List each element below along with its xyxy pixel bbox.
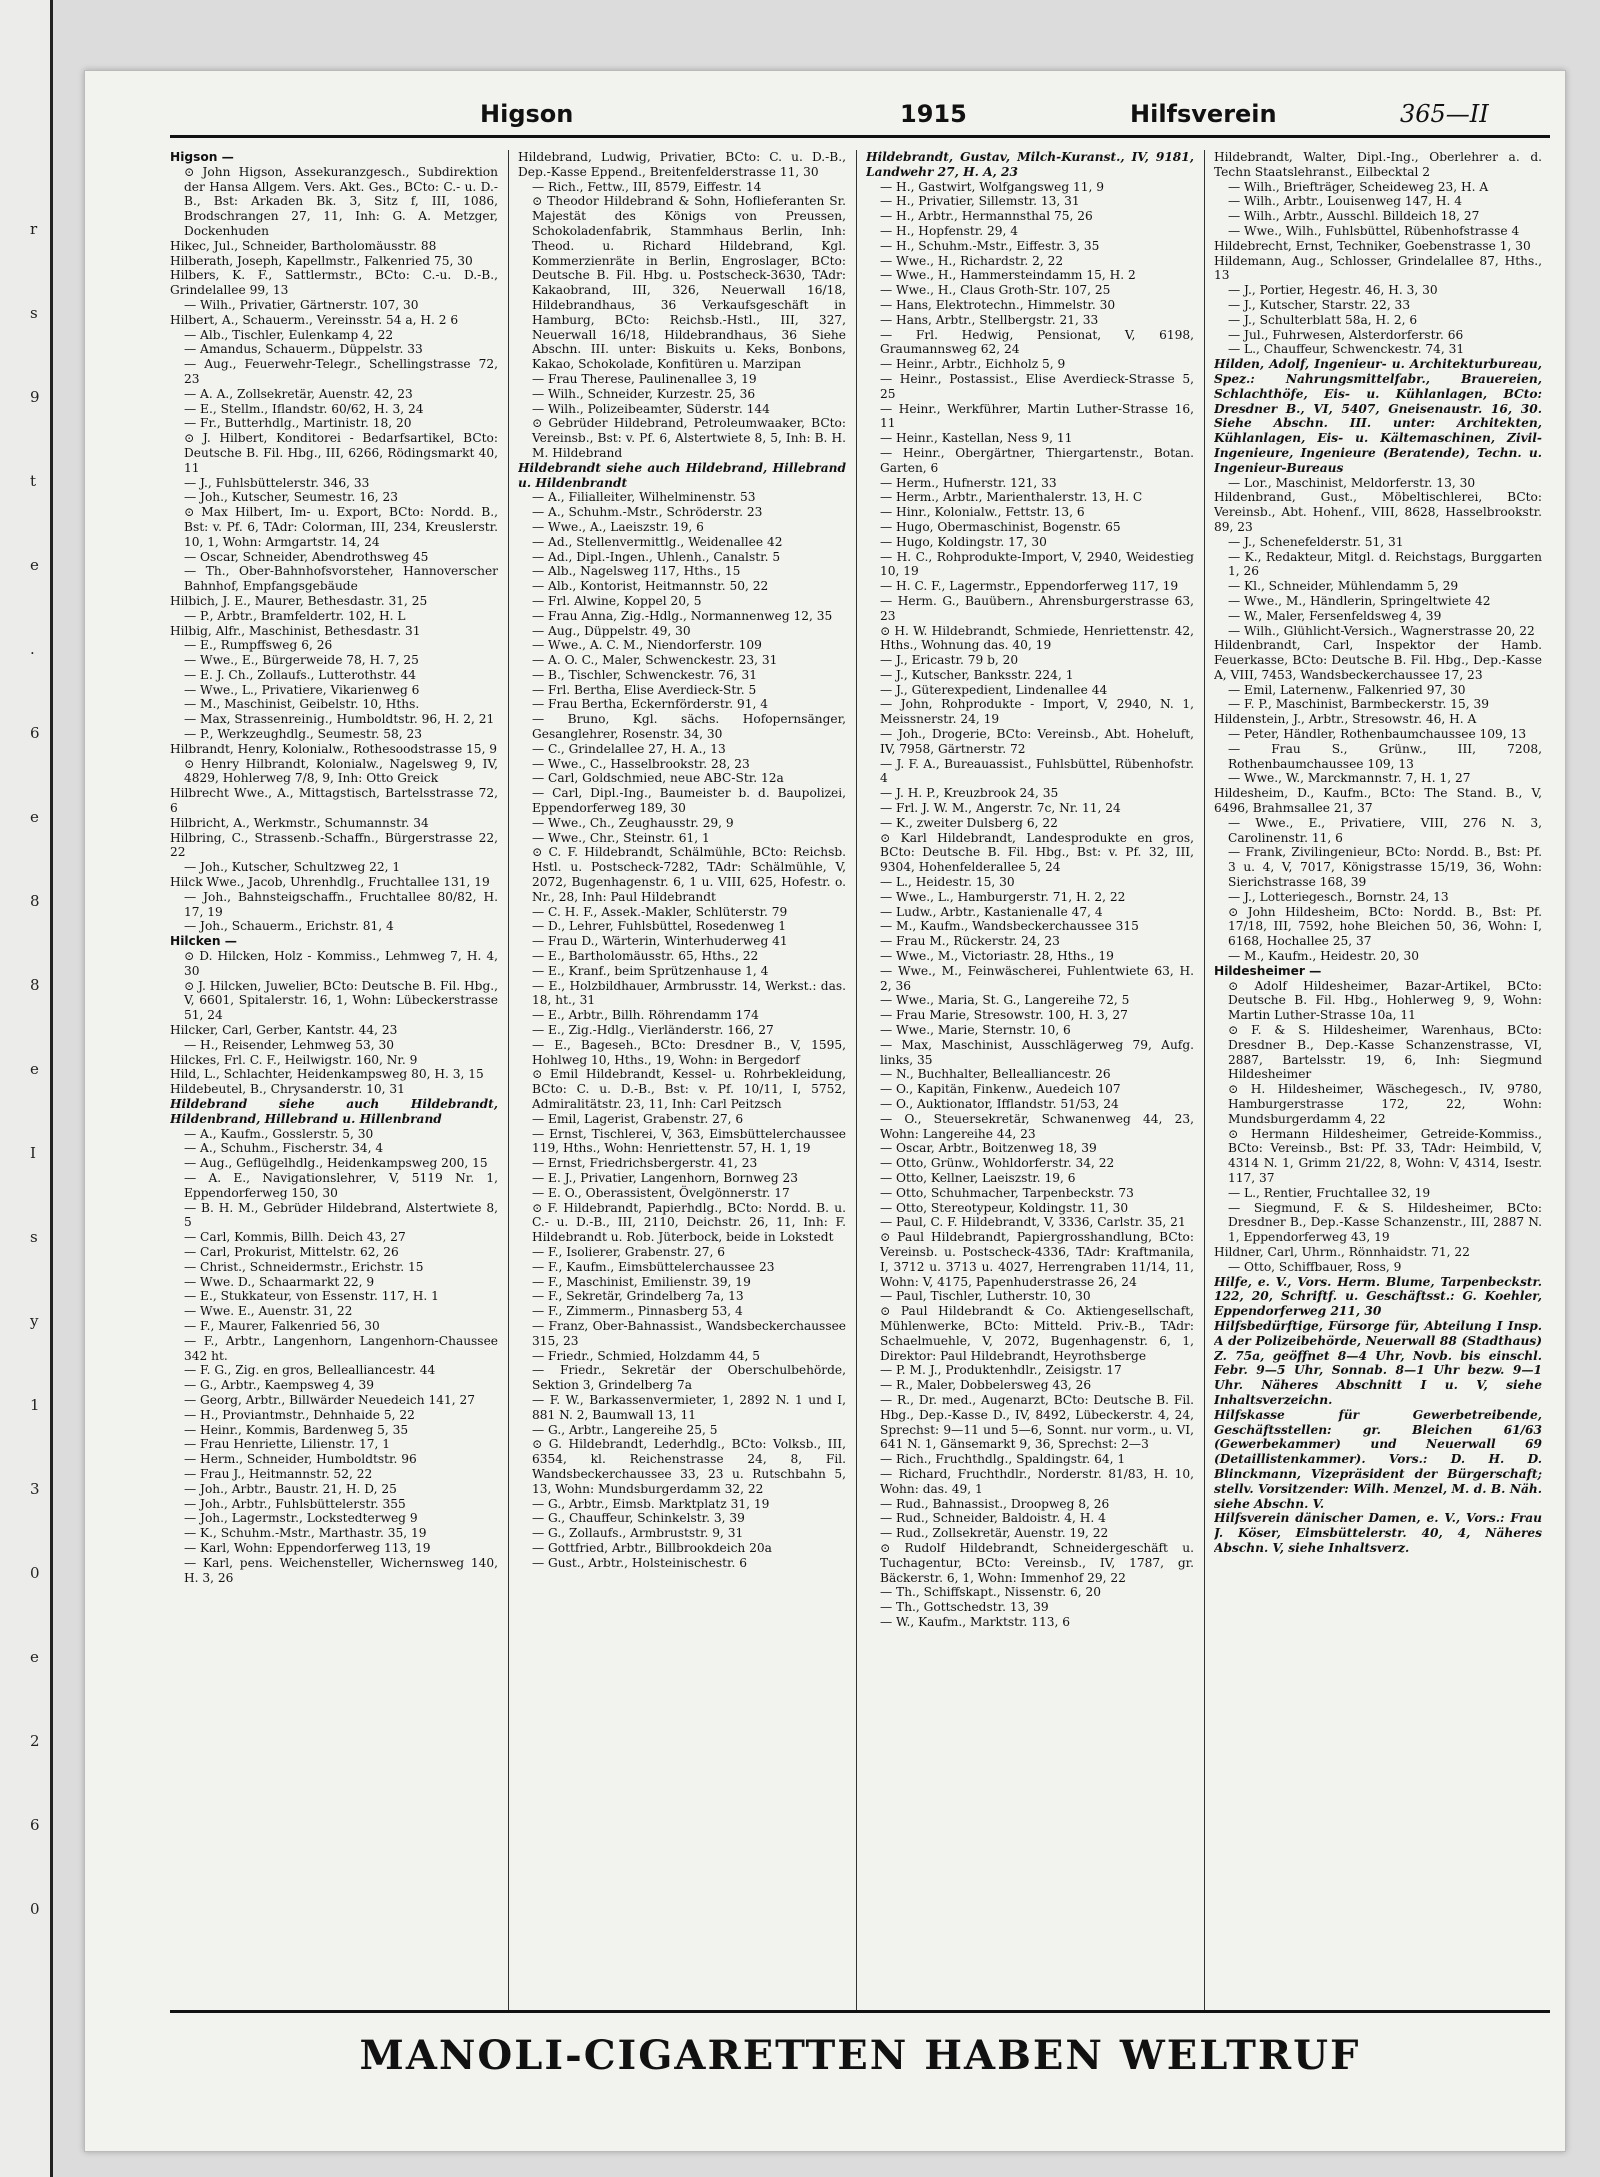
- directory-entry: — Alb., Nagelsweg 117, Hths., 15: [532, 564, 741, 579]
- directory-entry: Hildesheimer —: [1214, 963, 1322, 978]
- directory-entry: — E. J. Ch., Zollaufs., Lutterothstr. 44: [184, 667, 417, 682]
- margin-fragment: r: [30, 220, 38, 238]
- directory-entry: — Carl, Goldschmied, neue ABC-Str. 12a: [532, 771, 784, 786]
- column-1: [170, 150, 498, 2010]
- directory-entry: — Herm., Hufnerstr. 121, 33: [880, 475, 1057, 490]
- directory-entry: — H., Arbtr., Hermannsthal 75, 26: [880, 209, 1093, 224]
- directory-entry: ⊙ Henry Hilbrandt, Kolonialw., Nagelsweg 9, IV, 4829, Hohlerweg 7/8, 9, Inh: Otto Greick: [184, 756, 498, 786]
- directory-entry: — Alb., Tischler, Eulenkamp 4, 22: [184, 327, 394, 342]
- directory-entry: ⊙ Hermann Hildesheimer, Getreide-Kommiss., BCto: Vereinsb., Bst: Pf. 33, TAdr: Heimbild, V, 4314 N. 1, Grimm 21/22, 8, Wohn: V, 4314, Isestr. 117, 37: [1228, 1126, 1542, 1185]
- page-number: 365—II: [1400, 100, 1489, 128]
- directory-entry: — Fr., Butterhdlg., Martinistr. 18, 20: [184, 416, 412, 431]
- directory-entry: Hildebrand, Ludwig, Privatier, BCto: C. u. D.-B., Dep.-Kasse Eppend., Breitenfelderstrasse 11, 30: [518, 150, 846, 179]
- margin-fragment: I: [30, 1144, 36, 1162]
- directory-entry: Hilfe, e. V., Vors. Herm. Blume, Tarpenbeckstr. 122, 20, Schriftf. u. Geschäftsst.: G. Koehler, Eppendorferweg 211, 30: [1214, 1274, 1542, 1319]
- directory-entry: Hilbich, J. E., Maurer, Bethesdastr. 31, 25: [170, 593, 428, 608]
- directory-entry: Hildenbrandt, Carl, Inspektor der Hamb. Feuerkasse, BCto: Deutsche B. Fil. Hbg., Dep.-Kasse A, VIII, 7453, Wandsbeckerchaussee 17, 23: [1214, 638, 1542, 682]
- directory-entry: — Wwe., A. C. M., Niendorferstr. 109: [532, 638, 762, 653]
- directory-entry: — L., Rentier, Fruchtallee 32, 19: [1228, 1185, 1431, 1200]
- directory-entry: — Frau J., Heitmannstr. 52, 22: [184, 1466, 373, 1481]
- directory-entry: — Wwe., Wilh., Fuhlsbüttel, Rübenhofstrasse 4: [1228, 223, 1520, 238]
- directory-entry: — K., zweiter Dulsberg 6, 22: [880, 815, 1058, 830]
- directory-entry: — K., Schuhm.-Mstr., Marthastr. 35, 19: [184, 1526, 427, 1541]
- column-4: [1214, 150, 1542, 2010]
- column-divider: [508, 150, 509, 2010]
- directory-entry: — Wilh., Arbtr., Louisenweg 147, H. 4: [1228, 194, 1463, 209]
- directory-entry: — Wwe., H., Hammersteindamm 15, H. 2: [880, 268, 1136, 283]
- directory-entry: — Siegmund, F. & S. Hildesheimer, BCto: Dresdner B., Dep.-Kasse Schanzenstr., III, 2887 N. 1, Eppendorferweg 43, 19: [1228, 1200, 1542, 1245]
- directory-entry: — Joh., Lagermstr., Lockstedterweg 9: [184, 1511, 418, 1526]
- directory-entry: — Alb., Kontorist, Heitmannstr. 50, 22: [532, 579, 769, 594]
- directory-entry: — Wwe., L., Hamburgerstr. 71, H. 2, 22: [880, 889, 1126, 904]
- directory-entry: ⊙ Paul Hildebrandt, Papiergrosshandlung, BCto: Vereinsb. u. Postscheck-4336, TAdr: Kraftmanila, I, 3712 u. 3713 u. 4027, Herrengraben 11/14, 11, Wohn: V, 4175, Papenhuderstrasse 26, 24: [880, 1230, 1194, 1289]
- directory-entry: — Wwe., C., Hasselbrookstr. 28, 23: [532, 756, 750, 771]
- margin-fragment: .: [30, 640, 35, 658]
- directory-entry: — Wilh., Privatier, Gärtnerstr. 107, 30: [184, 297, 419, 312]
- previous-page-edge: [0, 0, 53, 2177]
- directory-entry: ⊙ Theodor Hildebrand & Sohn, Hoflieferanten Sr. Majestät des Königs von Preussen, Schokoladenfabrik, Stammhaus Berlin, Inh: Theod. u. Richard Hildebrand, Kgl. Kommerzienräte in Berlin, Engroslager, BCto: Deutsche B. Fil. Hbg. u. Postscheck-3630, TAdr: Kakaobrand, III, 326, Neuerwall 16/18, Hildebrandhaus, 36 Verkaufsgeschäft in Hamburg, BCto: Reichsb.-Hstl., III, 327, Neuerwall 16/18, Hildebrandhaus, 36 Siehe Abschn. III. unter: Biskuits u. Keks, Bonbons, Kakao, Schokolade, Konfitüren u. Marzipan: [532, 194, 846, 372]
- directory-entry: — Wwe., M., Feinwäscherei, Fuhlentwiete 63, H. 2, 36: [880, 963, 1194, 993]
- directory-entry: — Otto, Kellner, Laeiszstr. 19, 6: [880, 1170, 1076, 1185]
- directory-entry: Hilbrecht Wwe., A., Mittagstisch, Bartelsstrasse 72, 6: [170, 786, 498, 816]
- directory-entry: ⊙ J. Hilcken, Juwelier, BCto: Deutsche B. Fil. Hbg., V, 6601, Spitalerstr. 16, 1, Wohn: Lübeckerstrasse 51, 24: [184, 978, 498, 1023]
- directory-entry: — F., Maschinist, Emilienstr. 39, 19: [532, 1274, 751, 1289]
- directory-entry: ⊙ D. Hilcken, Holz - Kommiss., Lehmweg 7, H. 4, 30: [184, 949, 498, 978]
- directory-entry: — Frau Therese, Paulinenallee 3, 19: [532, 371, 757, 386]
- directory-entry: — Wilh., Polizeibeamter, Süderstr. 144: [532, 401, 770, 416]
- directory-entry: Hilbring, C., Strassenb.-Schaffn., Bürgerstrasse 22, 22: [170, 830, 498, 860]
- directory-entry: ⊙ Gebrüder Hildebrand, Petroleumwaaker, BCto: Vereinsb., Bst: v. Pf. 6, Alstertwiete 8, 5, Inh: B. H. M. Hildebrand: [532, 416, 846, 460]
- directory-entry: ⊙ Emil Hildebrandt, Kessel- u. Rohrbekleidung, BCto: C. u. D.-B., Bst: v. Pf. 10/11, I, 5752, Admiralitätstr. 23, 11, Inh: Carl Peitzsch: [532, 1067, 846, 1111]
- directory-entry: — E., Zig.-Hdlg., Vierländerstr. 166, 27: [532, 1023, 774, 1038]
- margin-fragment: 6: [30, 1816, 40, 1834]
- directory-entry: — Emil, Lagerist, Grabenstr. 27, 6: [532, 1111, 744, 1126]
- directory-entry: Hilbig, Alfr., Maschinist, Bethesdastr. 31: [170, 623, 421, 638]
- margin-fragment: 8: [30, 892, 40, 910]
- directory-entry: — Carl, Kommis, Billh. Deich 43, 27: [184, 1230, 406, 1245]
- directory-entry: — F., Isolierer, Grabenstr. 27, 6: [532, 1244, 726, 1259]
- directory-entry: — F. P., Maschinist, Barmbeckerstr. 15, 39: [1228, 697, 1489, 712]
- directory-entry: — W., Kaufm., Marktstr. 113, 6: [880, 1614, 1070, 1629]
- directory-entry: — Aug., Feuerwehr-Telegr., Schellingstrasse 72, 23: [184, 357, 498, 386]
- directory-entry: — E., Stukkateur, von Essenstr. 117, H. 1: [184, 1289, 439, 1304]
- directory-entry: — Wwe., M., Händlerin, Springeltwiete 42: [1228, 593, 1491, 608]
- directory-entry: ⊙ Max Hilbert, Im- u. Export, BCto: Nordd. B., Bst: v. Pf. 6, TAdr: Colorman, III, 234, Kreuslerstr. 10, 1, Wohn: Armgartstr. 14, 24: [184, 505, 498, 549]
- directory-entry: — Bruno, Kgl. sächs. Hofopernsänger, Gesanglehrer, Rosenstr. 34, 30: [532, 712, 846, 742]
- directory-entry: — J. F. A., Bureauassist., Fuhlsbüttel, Rübenhofstr. 4: [880, 756, 1194, 786]
- directory-entry: — Otto, Grünw., Wohldorferstr. 34, 22: [880, 1156, 1115, 1171]
- margin-fragment: 0: [30, 1900, 40, 1918]
- directory-entry: ⊙ C. F. Hildebrandt, Schälmühle, BCto: Reichsb. Hstl. u. Postscheck-7282, TAdr: Schälmühle, V, 2072, Bugenhagenstr. 6, 1 u. VIII, 625, Hofestr. o. Nr., 28, Inh: Paul Hildebrandt: [532, 845, 846, 904]
- directory-entry: — Th., Ober-Bahnhofsvorsteher, Hannoverscher Bahnhof, Empfangsgebäude: [184, 564, 498, 594]
- margin-fragment: e: [30, 1648, 39, 1666]
- directory-entry: Hildebeutel, B., Chrysanderstr. 10, 31: [170, 1082, 405, 1097]
- directory-entry: Hilfsverein dänischer Damen, e. V., Vors.: Frau J. Köser, Eimsbüttelerstr. 40, 4, Näheres Abschn. V, siehe Inhaltsverz.: [1214, 1511, 1542, 1555]
- directory-entry: — Hinr., Kolonialw., Fettstr. 13, 6: [880, 505, 1085, 520]
- directory-entry: — P., Arbtr., Bramfeldertr. 102, H. L: [184, 608, 406, 623]
- directory-entry: — Frau Henriette, Lilienstr. 17, 1: [184, 1437, 390, 1452]
- directory-entry: — Lor., Maschinist, Meldorferstr. 13, 30: [1228, 475, 1476, 490]
- directory-entry: — Wwe., L., Privatiere, Vikarienweg 6: [184, 682, 420, 697]
- directory-entry: — Gottfried, Arbtr., Billbrookdeich 20a: [532, 1540, 772, 1555]
- directory-entry: — Rud., Bahnassist., Droopweg 8, 26: [880, 1496, 1110, 1511]
- directory-entry: — Rich., Fettw., III, 8579, Eiffestr. 14: [532, 179, 762, 194]
- directory-entry: Higson —: [170, 150, 234, 164]
- header-year: 1915: [900, 100, 967, 128]
- directory-entry: — Frau M., Rückerstr. 24, 23: [880, 934, 1060, 949]
- directory-entry: — J., Ericastr. 79 b, 20: [880, 653, 1019, 668]
- margin-fragment: 0: [30, 1564, 40, 1582]
- directory-entry: — E., Holzbildhauer, Armbrusstr. 14, Werkst.: das. 18, ht., 31: [532, 978, 846, 1008]
- directory-entry: — A., Schuhm., Fischerstr. 34, 4: [184, 1141, 384, 1156]
- directory-entry: — A., Kaufm., Gosslerstr. 5, 30: [184, 1126, 374, 1141]
- directory-entry: ⊙ H. W. Hildebrandt, Schmiede, Henriettenstr. 42, Hths., Wohnung das. 40, 19: [880, 623, 1194, 653]
- directory-entry: — E., Stellm., Iflandstr. 60/62, H. 3, 24: [184, 401, 424, 416]
- directory-entry: — Wwe. D., Schaarmarkt 22, 9: [184, 1274, 375, 1289]
- directory-entry: — Carl, Dipl.-Ing., Baumeister b. d. Baupolizei, Eppendorferweg 189, 30: [532, 786, 846, 816]
- directory-entry: — Otto, Schuhmacher, Tarpenbeckstr. 73: [880, 1185, 1134, 1200]
- margin-fragment: s: [30, 304, 38, 322]
- directory-entry: — Frau Bertha, Eckernförderstr. 91, 4: [532, 697, 768, 712]
- directory-entry: — F., Maurer, Falkenried 56, 30: [184, 1318, 380, 1333]
- directory-entry: — Wwe., E., Privatiere, VIII, 276 N. 3, Carolinenstr. 11, 6: [1228, 815, 1542, 845]
- directory-entry: — Joh., Schauerm., Erichstr. 81, 4: [184, 919, 394, 934]
- directory-entry: — Max, Strassenreinig., Humboldtstr. 96, H. 2, 21: [184, 712, 495, 727]
- directory-entry: — Franz, Ober-Bahnassist., Wandsbeckerchaussee 315, 23: [532, 1318, 846, 1348]
- margin-fragment: y: [30, 1312, 39, 1330]
- directory-entry: — F. G., Zig. en gros, Bellealliancestr. 44: [184, 1363, 436, 1378]
- directory-entry: — W., Maler, Fersenfeldsweg 4, 39: [1228, 608, 1442, 623]
- directory-entry: — Heinr., Postassist., Elise Averdieck-Strasse 5, 25: [880, 371, 1194, 401]
- directory-entry: — G., Arbtr., Eimsb. Marktplatz 31, 19: [532, 1496, 770, 1511]
- directory-entry: — Frl. Alwine, Koppel 20, 5: [532, 593, 702, 608]
- directory-entry: — Hugo, Koldingstr. 17, 30: [880, 534, 1047, 549]
- directory-entry: — H., Gastwirt, Wolfgangsweg 11, 9: [880, 179, 1105, 194]
- directory-entry: — J. H. P., Kreuzbrook 24, 35: [880, 786, 1059, 801]
- directory-entry: ⊙ Paul Hildebrandt & Co. Aktiengesellschaft, Mühlenwerke, BCto: Mitteld. Priv.-B., TAdr: Schaelmuehle, V, 2072, Bugenhagenstr. 6, 1, Direktor: Paul Hildebrandt, Heyrothsberge: [880, 1304, 1194, 1363]
- directory-entry: — Otto, Schiffbauer, Ross, 9: [1228, 1259, 1402, 1274]
- directory-entry: — C. H. F., Assek.-Makler, Schlüterstr. 79: [532, 904, 788, 919]
- directory-entry: — Hans, Elektrotechn., Himmelstr. 30: [880, 297, 1116, 312]
- directory-entry: Hildebrecht, Ernst, Techniker, Goebenstrasse 1, 30: [1214, 238, 1531, 253]
- directory-entry: Hilck Wwe., Jacob, Uhrenhdlg., Fruchtallee 131, 19: [170, 875, 490, 890]
- directory-entry: — O., Auktionator, Ifflandstr. 51/53, 24: [880, 1097, 1119, 1111]
- directory-entry: — J., Schulterblatt 58a, H. 2, 6: [1228, 312, 1418, 327]
- margin-fragment: 9: [30, 388, 40, 406]
- margin-fragment: 8: [30, 976, 40, 994]
- directory-entry: — A. A., Zollsekretär, Auenstr. 42, 23: [184, 386, 413, 401]
- directory-entry: — Frau S., Grünw., III, 7208, Rothenbaumchaussee 109, 13: [1228, 741, 1542, 771]
- directory-entry: — Wwe., Maria, St. G., Langereihe 72, 5: [880, 993, 1130, 1008]
- directory-entry: — Christ., Schneidermstr., Erichstr. 15: [184, 1259, 424, 1274]
- directory-entry: — Wwe., A., Laeiszstr. 19, 6: [532, 519, 704, 534]
- directory-entry: ⊙ H. Hildesheimer, Wäschegesch., IV, 9780, Hamburgerstrasse 172, 22, Wohn: Mundsburgerdamm 4, 22: [1228, 1082, 1542, 1126]
- directory-entry: Hilden, Adolf, Ingenieur- u. Architekturbureau, Spez.: Nahrungsmittelfabr., Brauereien, Schlachthöfe, Eis- u. Kühlanlagen, BCto: Dresdner B., VI, 5407, Gneisenaustr. 16, 30. Siehe Abschn. III. unter: Architekten, Kühlanlagen, Eis- u. Kältemaschinen, Zivil-Ingenieure, Ingenieure (Beratende), Techn. u. Ingenieur-Bureaus: [1214, 357, 1542, 475]
- directory-entry: — Jul., Fuhrwesen, Alsterdorferstr. 66: [1228, 327, 1464, 342]
- directory-entry: — H. C. F., Lagermstr., Eppendorferweg 117, 19: [880, 579, 1179, 594]
- directory-entry: ⊙ Adolf Hildesheimer, Bazar-Artikel, BCto: Deutsche B. Fil. Hbg., Hohlerweg 9, 9, Wohn: Martin Luther-Strasse 10a, 11: [1228, 978, 1542, 1023]
- directory-entry: — Ludw., Arbtr., Kastanienalle 47, 4: [880, 904, 1103, 919]
- directory-entry: — H., Proviantmstr., Dehnhaide 5, 22: [184, 1407, 415, 1422]
- directory-entry: — Georg, Arbtr., Billwärder Neuedeich 141, 27: [184, 1392, 475, 1407]
- directory-entry: — J., Schenefelderstr. 51, 31: [1228, 534, 1404, 549]
- directory-entry: — H., Schuhm.-Mstr., Eiffestr. 3, 35: [880, 238, 1100, 253]
- directory-entry: — Karl, pens. Weichensteller, Wichernsweg 140, H. 3, 26: [184, 1555, 498, 1585]
- directory-entry: — Heinr., Arbtr., Eichholz 5, 9: [880, 357, 1066, 372]
- directory-entry: Hilbers, K. F., Sattlermstr., BCto: C.-u. D.-B., Grindelallee 99, 13: [170, 268, 498, 298]
- header-left-keyword: Higson: [480, 100, 574, 128]
- directory-entry: Hildner, Carl, Uhrm., Rönnhaidstr. 71, 22: [1214, 1244, 1470, 1259]
- directory-entry: — Wilh., Schneider, Kurzestr. 25, 36: [532, 386, 756, 401]
- margin-fragment: 3: [30, 1480, 40, 1498]
- directory-entry: Hild, L., Schlachter, Heidenkampsweg 80, H. 3, 15: [170, 1067, 484, 1082]
- directory-entry: — N., Buchhalter, Bellealliancestr. 26: [880, 1067, 1111, 1082]
- directory-entry: — Wwe., H., Richardstr. 2, 22: [880, 253, 1064, 268]
- directory-entry: Hildebrandt siehe auch Hildebrand, Hillebrand u. Hildenbrandt: [518, 460, 846, 490]
- directory-entry: — Max, Maschinist, Ausschlägerweg 79, Aufg. links, 35: [880, 1037, 1194, 1067]
- directory-entry: — Peter, Händler, Rothenbaumchaussee 109, 13: [1228, 727, 1527, 742]
- directory-entry: — Heinr., Kastellan, Ness 9, 11: [880, 431, 1073, 446]
- directory-entry: — G., Arbtr., Kaempsweg 4, 39: [184, 1378, 374, 1393]
- directory-entry: ⊙ John Hildesheim, BCto: Nordd. B., Bst: Pf. 17/18, III, 7592, hohe Bleichen 50, 36, Wohn: I, 6168, Hochallee 25, 37: [1228, 904, 1542, 949]
- margin-fragment: e: [30, 1060, 39, 1078]
- directory-entry: — H. C., Rohprodukte-Import, V, 2940, Weidestieg 10, 19: [880, 549, 1194, 579]
- directory-entry: — Kl., Schneider, Mühlendamm 5, 29: [1228, 579, 1459, 594]
- advertisement-banner: MANOLI-CIGARETTEN HABEN WELTRUF: [359, 2032, 1361, 2079]
- directory-entry: ⊙ G. Hildebrandt, Lederhdlg., BCto: Volksb., III, 6354, kl. Reichenstrasse 24, 8, Fil. Wandsbeckerchaussee 33, 23 u. Rutschbahn 5, 13, Wohn: Mundsburgerdamm 32, 22: [532, 1437, 846, 1496]
- directory-entry: — A., Filialleiter, Wilhelminenstr. 53: [532, 490, 756, 505]
- directory-entry: Hilfsbedürftige, Fürsorge für, Abteilung I Insp. A der Polizeibehörde, Neuerwall 88 (Stadthaus) Z. 75a, geöffnet 8—4 Uhr, Novb. bis einschl. Febr. 9—5 Uhr, Sonnab. 8—1 Uhr bezw. 9—1 Uhr. Näheres Abschnitt I u. V, siehe Inhaltsverzeichn.: [1214, 1318, 1542, 1407]
- directory-entry: — Rud., Schneider, Baldoistr. 4, H. 4: [880, 1511, 1106, 1526]
- directory-entry: Hildenbrand, Gust., Möbeltischlerei, BCto: Vereinsb., Abt. Hohenf., VIII, 8628, Hasselbrookstr. 89, 23: [1214, 490, 1542, 534]
- directory-entry: — F. W., Barkassenvermieter, 1, 2892 N. 1 und I, 881 N. 2, Baumwall 13, 11: [532, 1392, 846, 1422]
- directory-entry: Hilberath, Joseph, Kapellmstr., Falkenried 75, 30: [170, 253, 473, 268]
- directory-entry: — Rich., Fruchthdlg., Spaldingstr. 64, 1: [880, 1452, 1126, 1467]
- directory-entry: — M., Maschinist, Geibelstr. 10, Hths.: [184, 697, 420, 712]
- directory-entry: — Wwe., M., Victoriastr. 28, Hths., 19: [880, 949, 1114, 964]
- directory-entry: — Otto, Stereotypeur, Koldingstr. 11, 30: [880, 1200, 1129, 1215]
- directory-entry: — Richard, Fruchthdlr., Norderstr. 81/83, H. 10, Wohn: das. 49, 1: [880, 1466, 1194, 1496]
- directory-entry: — F., Kaufm., Eimsbüttelerchaussee 23: [532, 1259, 775, 1274]
- directory-entry: — Joh., Arbtr., Baustr. 21, H. D, 25: [184, 1481, 397, 1496]
- directory-entry: — Joh., Bahnsteigschaffn., Fruchtallee 80/82, H. 17, 19: [184, 889, 498, 919]
- directory-entry: Hilfskasse für Gewerbetreibende, Geschäftsstellen: gr. Bleichen 61/63 (Gewerbekammer) und Neuerwall 69 (Detaillistenkammer). Vors.: D. H. D. Blinckmann, Vizepräsident der Bürgerschaft; stellv. Vorsitzender: Wilh. Menzel, M. d. B. Näh. siehe Abschn. V.: [1214, 1407, 1542, 1511]
- directory-entry: — Paul, Tischler, Lutherstr. 10, 30: [880, 1289, 1091, 1304]
- directory-entry: — Herm., Schneider, Humboldtstr. 96: [184, 1452, 417, 1467]
- directory-entry: Hilckes, Frl. C. F., Heilwigstr. 160, Nr. 9: [170, 1052, 418, 1067]
- directory-entry: — Paul, C. F. Hildebrandt, V, 3336, Carlstr. 35, 21: [880, 1215, 1186, 1230]
- directory-entry: — Wilh., Arbtr., Ausschl. Billdeich 18, 27: [1228, 209, 1480, 224]
- directory-entry: — A. E., Navigationslehrer, V, 5119 Nr. 1, Eppendorferweg 150, 30: [184, 1170, 498, 1200]
- margin-fragment: s: [30, 1228, 38, 1246]
- directory-entry: — Friedr., Schmied, Holzdamm 44, 5: [532, 1348, 760, 1363]
- directory-entry: — Wwe., W., Marckmannstr. 7, H. 1, 27: [1228, 771, 1471, 786]
- directory-entry: — E., Bageseh., BCto: Dresdner B., V, 1595, Hohlweg 10, Hths., 19, Wohn: in Bergedorf: [532, 1037, 846, 1067]
- directory-entry: — Frau D., Wärterin, Winterhuderweg 41: [532, 934, 788, 949]
- directory-entry: — Joh., Arbtr., Fuhlsbüttelerstr. 355: [184, 1496, 406, 1511]
- directory-entry: — E., Kranf., beim Sprützenhause 1, 4: [532, 963, 769, 978]
- header-rule: [170, 135, 1550, 138]
- directory-entry: — Rud., Zollsekretär, Auenstr. 19, 22: [880, 1526, 1109, 1541]
- directory-entry: — E., Bartholomäusstr. 65, Hths., 22: [532, 949, 759, 964]
- directory-entry: Hilbert, A., Schauerm., Vereinsstr. 54 a, H. 2 6: [170, 312, 459, 327]
- margin-fragment: 6: [30, 724, 40, 742]
- directory-entry: Hildebrandt, Gustav, Milch-Kuranst., IV, 9181, Landwehr 27, H. A, 23: [866, 150, 1194, 179]
- directory-entry: — A. O. C., Maler, Schwenckestr. 23, 31: [532, 653, 778, 668]
- directory-entry: — J., Kutscher, Banksstr. 224, 1: [880, 667, 1074, 682]
- directory-entry: ⊙ J. Hilbert, Konditorei - Bedarfsartikel, BCto: Deutsche B. Fil. Hbg., III, 6266, Rödingsmarkt 40, 11: [184, 431, 498, 475]
- directory-entry: — H., Reisender, Lehmweg 53, 30: [184, 1037, 394, 1052]
- directory-entry: — Wwe., Chr., Steinstr. 61, 1: [532, 830, 710, 845]
- directory-entry: — R., Dr. med., Augenarzt, BCto: Deutsche B. Fil. Hbg., Dep.-Kasse D., IV, 8492, Lübeckerstr. 4, 24, Sprechst: 9—11 und 5—6, Sonnt. nur vorm., u. VI, 641 N. 1, Gänsemarkt 9, 36, Sprechst: 2—3: [880, 1392, 1194, 1452]
- margin-fragment: e: [30, 556, 39, 574]
- directory-entry: — J., Fuhlsbüttelerstr. 346, 33: [184, 475, 370, 490]
- directory-entry: — Wwe., Marie, Sternstr. 10, 6: [880, 1023, 1071, 1038]
- directory-entry: — Hugo, Obermaschinist, Bogenstr. 65: [880, 519, 1121, 534]
- directory-entry: — John, Rohprodukte - Import, V, 2940, N. 1, Meissnerstr. 24, 19: [880, 697, 1194, 727]
- directory-entry: — E. O., Oberassistent, Övelgönnerstr. 17: [532, 1185, 790, 1200]
- directory-entry: — B., Tischler, Schwenckestr. 76, 31: [532, 667, 758, 682]
- directory-entry: — Hans, Arbtr., Stellbergstr. 21, 33: [880, 312, 1099, 327]
- directory-entry: — Th., Schiffskapt., Nissenstr. 6, 20: [880, 1585, 1101, 1600]
- directory-entry: — B. H. M., Gebrüder Hildebrand, Alstertwiete 8, 5: [184, 1200, 498, 1230]
- margin-fragment: t: [30, 472, 37, 490]
- directory-entry: Hildesheim, D., Kaufm., BCto: The Stand. B., V, 6496, Brahmsallee 21, 37: [1214, 786, 1542, 816]
- directory-entry: — P., Werkzeughdlg., Seumestr. 58, 23: [184, 727, 422, 742]
- margin-fragment: 1: [30, 1396, 40, 1414]
- directory-entry: — R., Maler, Dobbelersweg 43, 26: [880, 1378, 1092, 1393]
- directory-entry: — Herm., Arbtr., Marienthalerstr. 13, H. C: [880, 490, 1143, 505]
- directory-entry: Hildebrandt, Walter, Dipl.-Ing., Oberlehrer a. d. Techn Staatslehranst., Eilbecktal 2: [1214, 150, 1542, 179]
- directory-entry: — Aug., Düppelstr. 49, 30: [532, 623, 691, 638]
- directory-entry: Hilbricht, A., Werkmstr., Schumannstr. 34: [170, 815, 429, 830]
- directory-entry: — J., Kutscher, Starstr. 22, 33: [1228, 297, 1411, 312]
- directory-entry: — Heinr., Werkführer, Martin Luther-Strasse 16, 11: [880, 401, 1194, 431]
- directory-entry: — Wwe., Ch., Zeughausstr. 29, 9: [532, 815, 734, 830]
- directory-entry: — Frl. Bertha, Elise Averdieck-Str. 5: [532, 682, 757, 697]
- directory-entry: — J., Lotteriegesch., Bornstr. 24, 13: [1228, 889, 1449, 904]
- directory-entry: — Amandus, Schauerm., Düppelstr. 33: [184, 342, 423, 357]
- directory-entry: — Frl. J. W. M., Angerstr. 7c, Nr. 11, 24: [880, 801, 1121, 816]
- directory-entry: — E., Arbtr., Billh. Röhrendamm 174: [532, 1008, 759, 1023]
- directory-entry: — Wilh., Glühlicht-Versich., Wagnerstrasse 20, 22: [1228, 623, 1535, 638]
- directory-entry: — Karl, Wohn: Eppendorferweg 113, 19: [184, 1540, 431, 1555]
- directory-entry: — M., Kaufm., Wandsbeckerchaussee 315: [880, 919, 1139, 934]
- directory-entry: — M., Kaufm., Heidestr. 20, 30: [1228, 949, 1419, 964]
- directory-entry: — F., Arbtr., Langenhorn, Langenhorn-Chaussee 342 ht.: [184, 1333, 498, 1363]
- directory-entry: — Ernst, Tischlerei, V, 363, Eimsbüttelerchaussee 119, Hths., Wohn: Henriettenstr. 57, H. 1, 19: [532, 1126, 846, 1156]
- directory-entry: — Frl. Hedwig, Pensionat, V, 6198, Graumannsweg 62, 24: [880, 327, 1194, 357]
- directory-entry: — Wwe., E., Bürgerweide 78, H. 7, 25: [184, 653, 419, 668]
- footer-rule: [170, 2010, 1550, 2013]
- directory-entry: — Ad., Dipl.-Ingen., Uhlenh., Canalstr. 5: [532, 549, 781, 564]
- directory-entry: — E., Rumpffsweg 6, 26: [184, 638, 333, 653]
- directory-entry: — Ernst, Friedrichsbergerstr. 41, 23: [532, 1156, 758, 1171]
- directory-entry: — L., Chauffeur, Schwenckestr. 74, 31: [1228, 342, 1465, 357]
- directory-entry: — Wilh., Briefträger, Scheideweg 23, H. A: [1228, 179, 1489, 194]
- page-header: [100, 100, 1540, 140]
- directory-entry: — D., Lehrer, Fuhlsbüttel, Rosedenweg 1: [532, 919, 786, 934]
- directory-entry: — Emil, Laternenw., Falkenried 97, 30: [1228, 682, 1466, 697]
- directory-entry: — G., Zollaufs., Armbruststr. 9, 31: [532, 1526, 744, 1541]
- directory-entry: Hildebrand siehe auch Hildebrandt, Hildenbrand, Hillebrand u. Hillenbrand: [170, 1097, 498, 1126]
- column-3: [866, 150, 1194, 2010]
- directory-entry: — Aug., Geflügelhdlg., Heidenkampsweg 200, 15: [184, 1156, 488, 1171]
- directory-entry: Hilcken —: [170, 934, 237, 949]
- directory-entry: — E. J., Privatier, Langenhorn, Bornweg 23: [532, 1170, 799, 1185]
- margin-fragment: e: [30, 808, 39, 826]
- directory-entry: — L., Heidestr. 15, 30: [880, 875, 1015, 890]
- directory-entry: — Carl, Prokurist, Mittelstr. 62, 26: [184, 1244, 399, 1259]
- directory-entry: — Frank, Zivilingenieur, BCto: Nordd. B., Bst: Pf. 3 u. 4, V, 7017, Königstrasse 15/19, 36, Wohn: Sierichstrasse 168, 39: [1228, 845, 1542, 890]
- directory-entry: Hikec, Jul., Schneider, Bartholomäusstr. 88: [170, 238, 437, 253]
- directory-entry: — Th., Gottschedstr. 13, 39: [880, 1600, 1049, 1615]
- directory-entry: — Wwe. E., Auenstr. 31, 22: [184, 1304, 353, 1319]
- directory-entry: — O., Steuersekretär, Schwanenweg 44, 23, Wohn: Langereihe 44, 23: [880, 1111, 1194, 1141]
- directory-entry: Hilcker, Carl, Gerber, Kantstr. 44, 23: [170, 1023, 398, 1038]
- directory-entry: ⊙ F. Hildebrandt, Papierhdlg., BCto: Nordd. B. u. C.- u. D.-B., III, 2110, Deichstr. 26, 11, Inh: F. Hildebrandt u. Rob. Jüterbock, beide in Lokstedt: [532, 1200, 846, 1245]
- directory-entry: — J., Portier, Hegestr. 46, H. 3, 30: [1228, 283, 1438, 298]
- directory-entry: — P. M. J., Produktenhdlr., Zeisigstr. 17: [880, 1363, 1122, 1378]
- directory-entry: — Heinr., Kommis, Bardenweg 5, 35: [184, 1422, 409, 1437]
- directory-entry: — Frau Marie, Stresowstr. 100, H. 3, 27: [880, 1008, 1128, 1023]
- directory-entry: — G., Arbtr., Langereihe 25, 5: [532, 1422, 718, 1437]
- directory-entry: — C., Grindelallee 27, H. A., 13: [532, 741, 726, 756]
- directory-entry: — A., Schuhm.-Mstr., Schröderstr. 23: [532, 505, 763, 520]
- header-right-keyword: Hilfsverein: [1130, 100, 1277, 128]
- directory-entry: — F., Zimmerm., Pinnasberg 53, 4: [532, 1304, 743, 1319]
- directory-entry: — Wwe., H., Claus Groth-Str. 107, 25: [880, 283, 1111, 298]
- directory-entry: — O., Kapitän, Finkenw., Auedeich 107: [880, 1082, 1121, 1097]
- directory-entry: — K., Redakteur, Mitgl. d. Reichstags, Burggarten 1, 26: [1228, 549, 1542, 579]
- directory-entry: — Heinr., Obergärtner, Thiergartenstr., Botan. Garten, 6: [880, 445, 1194, 475]
- directory-entry: ⊙ John Higson, Assekuranzgesch., Subdirektion der Hansa Allgem. Vers. Akt. Ges., BCto: C.- u. D.-B., Bst: Arkaden Bk. 3, Sitz f, III, 1086, Brodschrangen 27, 11, Inh: G. A. Metzger, Dockenhuden: [184, 164, 498, 238]
- directory-entry: ⊙ Rudolf Hildebrandt, Schneidergeschäft u. Tuchagentur, BCto: Vereinsb., IV, 1787, gr. Bäckerstr. 6, 1, Wohn: Immenhof 29, 22: [880, 1540, 1194, 1585]
- directory-entry: — Ad., Stellenvermittlg., Weidenallee 42: [532, 534, 783, 549]
- directory-entry: — G., Chauffeur, Schinkelstr. 3, 39: [532, 1511, 745, 1526]
- directory-entry: — H., Hopfenstr. 29, 4: [880, 223, 1019, 238]
- margin-fragment: 2: [30, 1732, 40, 1750]
- directory-entry: — Joh., Kutscher, Seumestr. 16, 23: [184, 490, 399, 505]
- directory-entry: — Frau Anna, Zig.-Hdlg., Normannenweg 12, 35: [532, 608, 833, 623]
- directory-entry: — Joh., Kutscher, Schultzweg 22, 1: [184, 860, 401, 875]
- directory-entry: — Herm. G., Bauübern., Ahrensburgerstrasse 63, 23: [880, 593, 1194, 623]
- directory-entry: — H., Privatier, Sillemstr. 13, 31: [880, 194, 1080, 209]
- directory-entry: — Friedr., Sekretär der Oberschulbehörde, Sektion 3, Grindelberg 7a: [532, 1363, 846, 1393]
- column-divider: [856, 150, 857, 2010]
- directory-entry: — Joh., Drogerie, BCto: Vereinsb., Abt. Hoheluft, IV, 7958, Gärtnerstr. 72: [880, 727, 1194, 756]
- directory-entry: Hildenstein, J., Arbtr., Stresowstr. 46, H. A: [1214, 712, 1477, 727]
- directory-entry: — Gust., Arbtr., Holsteinischestr. 6: [532, 1555, 748, 1570]
- directory-entry: ⊙ F. & S. Hildesheimer, Warenhaus, BCto: Dresdner B., Dep.-Kasse Schanzenstrasse, VI, 2887, Bartelsstr. 19, 6, Inh: Siegmund Hildesheimer: [1228, 1023, 1542, 1082]
- directory-entry: — F., Sekretär, Grindelberg 7a, 13: [532, 1289, 744, 1304]
- directory-entry: ⊙ Karl Hildebrandt, Landesprodukte en gros, BCto: Deutsche B. Fil. Hbg., Bst: v. Pf. 32, III, 9304, Hohenfelderallee 5, 24: [880, 830, 1194, 875]
- directory-columns: [170, 150, 1550, 2010]
- directory-entry: — Oscar, Schneider, Abendrothsweg 45: [184, 549, 429, 564]
- directory-entry: Hildemann, Aug., Schlosser, Grindelallee 87, Hths., 13: [1214, 253, 1542, 283]
- column-divider: [1204, 150, 1205, 2010]
- directory-entry: Hilbrandt, Henry, Kolonialw., Rothesoodstrasse 15, 9: [170, 741, 498, 756]
- directory-entry: — Oscar, Arbtr., Boitzenweg 18, 39: [880, 1141, 1097, 1156]
- column-2: [518, 150, 846, 2010]
- directory-entry: — J., Güterexpedient, Lindenallee 44: [880, 682, 1108, 697]
